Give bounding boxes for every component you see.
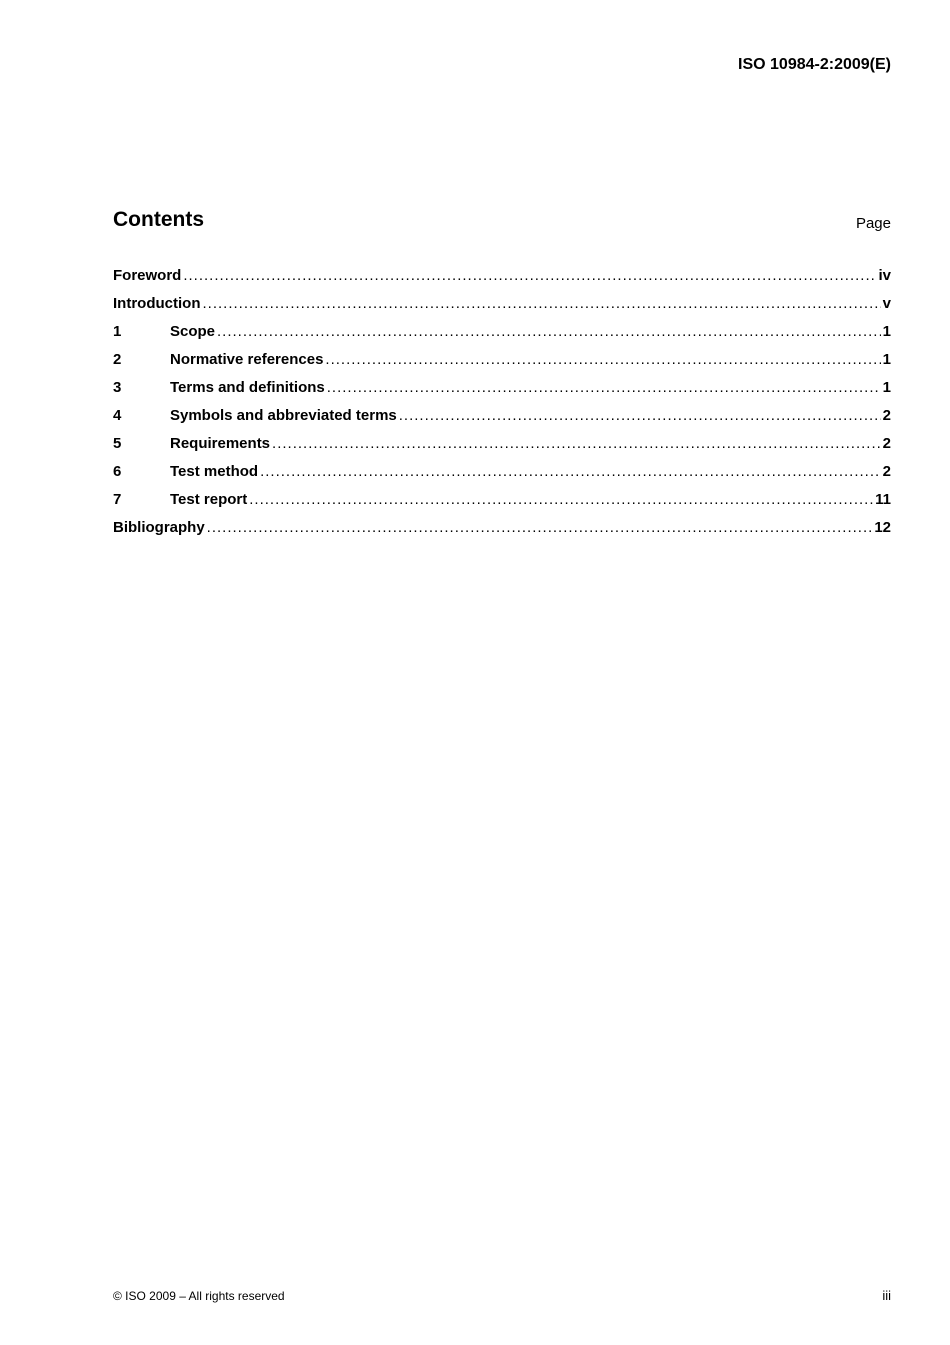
toc-entry-number: 4 — [113, 407, 122, 424]
toc-entry-page: 12 — [874, 519, 891, 536]
toc-entry[interactable] — [113, 379, 891, 407]
contents-heading: Contents — [113, 208, 204, 231]
toc-entry-number: 6 — [113, 463, 122, 480]
toc-entry[interactable] — [113, 463, 891, 491]
page-number: iii — [882, 1288, 891, 1303]
copyright-notice: © ISO 2009 – All rights reserved — [113, 1289, 285, 1303]
toc-entry-page: 1 — [882, 323, 891, 340]
toc-entry[interactable] — [113, 435, 891, 463]
toc-dot-leader — [272, 435, 881, 452]
toc-entry-page: v — [882, 295, 891, 312]
toc-entry[interactable] — [113, 491, 891, 519]
page-column-label: Page — [855, 215, 891, 232]
toc-entry-title: Terms and definitions — [170, 379, 325, 396]
toc-entry-title: Foreword — [113, 267, 182, 284]
toc-entry[interactable] — [113, 295, 891, 323]
toc-dot-leader — [217, 323, 881, 340]
toc-dot-leader — [260, 463, 881, 480]
toc-entry-title: Normative references — [170, 351, 324, 368]
toc-entry-title: Test report — [170, 491, 248, 508]
toc-entry-title: Introduction — [113, 295, 201, 312]
toc-entry-title: Requirements — [170, 435, 271, 452]
toc-entry-title: Test method — [170, 463, 259, 480]
toc-dot-leader — [183, 267, 876, 284]
toc-entry[interactable] — [113, 323, 891, 351]
toc-entry-number: 5 — [113, 435, 122, 452]
toc-entry-page: 11 — [875, 491, 891, 508]
toc-entry-page: 2 — [882, 463, 891, 480]
toc-entry-number: 1 — [113, 323, 122, 340]
table-of-contents — [113, 267, 891, 547]
toc-entry-number: 2 — [113, 351, 122, 368]
toc-dot-leader — [399, 407, 881, 424]
toc-entry-page: 2 — [882, 407, 891, 424]
toc-entry[interactable] — [113, 351, 891, 379]
document-id: ISO 10984-2:2009(E) — [738, 56, 891, 73]
toc-dot-leader — [325, 351, 880, 368]
toc-entry-page: 1 — [882, 379, 891, 396]
toc-dot-leader — [327, 379, 881, 396]
toc-entry[interactable] — [113, 267, 891, 295]
toc-entry-number: 7 — [113, 491, 122, 508]
toc-entry-page: 2 — [882, 435, 891, 452]
toc-entry[interactable] — [113, 519, 891, 547]
toc-dot-leader — [207, 519, 873, 536]
toc-entry-title: Bibliography — [113, 519, 205, 536]
toc-entry-number: 3 — [113, 379, 122, 396]
toc-entry-page: iv — [878, 267, 891, 284]
toc-entry-title: Scope — [170, 323, 216, 340]
toc-entry[interactable] — [113, 407, 891, 435]
toc-entry-title: Symbols and abbreviated terms — [170, 407, 397, 424]
toc-dot-leader — [249, 491, 873, 508]
toc-entry-page: 1 — [882, 351, 891, 368]
toc-dot-leader — [202, 295, 880, 312]
